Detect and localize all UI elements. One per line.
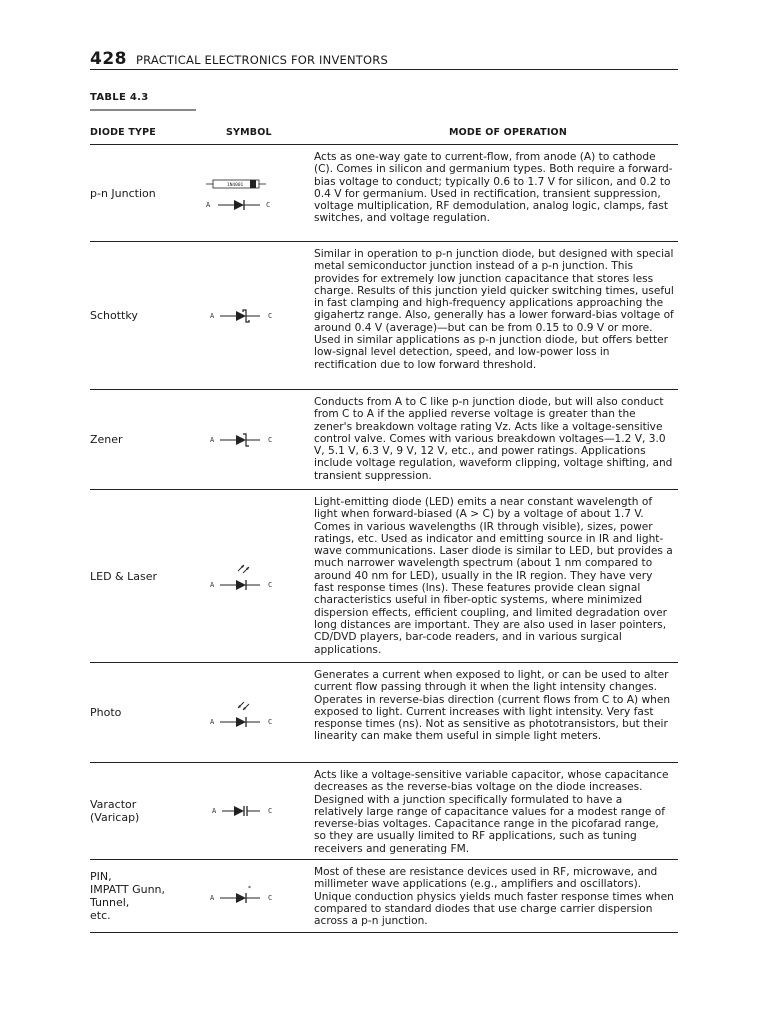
schottky-diode-icon: [206, 301, 286, 331]
mode-of-operation-cell: Light-emitting diode (LED) emits a near constant wavelength of light when forward-biased (A > C) by a voltage of about 1.7 V. Comes in various wavelengths (IR through visible), sizes, power ratings, etc. Used as indicator and emitting source in IR and light-wave communications. Laser diode is similar to LED, but provides a much narrower wavelength spectrum (about 1 nm compared to around 40 nm for LED), usually in the IR region. They have very fast response times (lns). These features provide clean signal characteristics useful in fiber-optic systems, where minimized dispersion effects, efficient coupling, and limited degradation over long distances are important. They are also used in laser pointers, CD/DVD players, bar-code readers, and in various surgical applications.: [314, 496, 673, 656]
cathode-label: C: [268, 311, 273, 320]
diode-type-cell: p-n Junction: [90, 186, 156, 200]
anode-label: A: [210, 717, 215, 726]
diode-type-cell: Photo: [90, 706, 122, 719]
table-row: [90, 663, 678, 763]
varactor-diode-icon: [206, 796, 286, 826]
table-row: [90, 763, 678, 860]
symbol-mark: *: [248, 885, 251, 892]
table-row: [90, 145, 678, 242]
diode-type-cell: Zener: [90, 433, 123, 446]
table-row: [90, 490, 678, 663]
anode-label: A: [210, 581, 215, 589]
mode-of-operation-cell: Conducts from A to C like p-n junction diode, but will also conduct from C to A if the applied reverse voltage is greater than the zener's breakdown voltage rating Vz. Acts like a voltage-sensitive control valve. Comes with various breakdown voltages—1.2 V, 3.0 V, 5.1 V, 6.3 V, 9 V, 12 V, etc., and power ratings. Applications include voltage regulation, waveform clipping, voltage shifting, and transient suppression.: [314, 396, 673, 482]
diode-type-cell: Schottky: [90, 309, 138, 322]
anode-label: A: [212, 807, 217, 815]
cathode-label: C: [268, 435, 273, 444]
pn-diode-icon: [206, 171, 286, 211]
anode-label: A: [210, 311, 215, 320]
cathode-label: C: [266, 201, 271, 209]
table-row: [90, 390, 678, 490]
mode-of-operation-cell: Most of these are resistance devices used in RF, microwave, and millimeter wave applications (e.g., amplifiers and oscillators). Unique conduction physics yields much faster response times when compared to standard diodes that use charge carrier dispersion across a p-n junction.: [314, 866, 674, 928]
mode-of-operation-cell: Acts as one-way gate to current-flow, from anode (A) to cathode (C). Comes in silicon and germanium types. Both require a forward-bias voltage to conduct; typically 0.6 to 1.7 V for silicon, and 0.2 to 0.4 V for germanium. Used in rectification, transient suppression, voltage multiplication, RF demodulation, analog logic, clamps, fast switches, and voltage regulation.: [314, 151, 673, 225]
anode-label: A: [210, 894, 215, 902]
part-marking: 1N4001: [227, 183, 244, 188]
running-title: PRACTICAL ELECTRONICS FOR INVENTORS: [136, 53, 388, 67]
column-header-diode-type: DIODE TYPE: [90, 127, 156, 138]
diode-type-cell: Varactor (Varicap): [90, 798, 140, 824]
zener-diode-icon: [206, 425, 286, 455]
anode-label: A: [206, 201, 211, 209]
column-header-mode: MODE OF OPERATION: [449, 127, 567, 138]
led-diode-icon: [206, 558, 286, 598]
mode-of-operation-cell: Acts like a voltage-sensitive variable capacitor, whose capacitance decreases as the reverse-bias voltage on the diode increases. Designed with a junction specifically formulated to have a relatively large range of capacitance values for a modest range of reverse-bias voltages. Capacitance range in the picofarad range, so they are usually limited to RF applications, such as tuning receivers and generating FM.: [314, 769, 669, 855]
table-row: [90, 242, 678, 390]
special-diode-icon: [206, 881, 286, 911]
diode-type-cell: PIN, IMPATT Gunn, Tunnel, etc.: [90, 870, 166, 922]
header-rule: [90, 69, 678, 70]
mode-of-operation-cell: Similar in operation to p-n junction diode, but designed with special metal semiconductor junction instead of a p-n junction. This provides for extremely low junction capacitance that stores less charge. Results of this junction yield quicker switching times, useful in fast clamping and high-frequency applications approaching the gigahertz range. Also, generally has a lower forward-bias voltage of around 0.4 V (average)—but can be from 0.15 to 0.9 V or more. Used in similar applications as p-n junction diode, but offers better low-signal level detection, speed, and low-power loss in rectification due to low forward threshold.: [314, 248, 674, 371]
page-number: 428: [90, 49, 127, 69]
page-header: [90, 46, 678, 70]
column-header-symbol: SYMBOL: [226, 127, 272, 138]
photodiode-icon: [206, 695, 286, 735]
table-label-rule: [90, 109, 196, 111]
cathode-label: C: [268, 717, 273, 726]
cathode-label: C: [268, 807, 273, 815]
diode-type-cell: LED & Laser: [90, 569, 158, 583]
anode-label: A: [210, 435, 215, 444]
cathode-label: C: [268, 581, 273, 589]
cathode-label: C: [268, 894, 273, 902]
mode-of-operation-cell: Generates a current when exposed to light, or can be used to alter current flow passing through it when the light intensity changes. Operates in reverse-bias direction (current flows from C to A) when exposed to light. Current increases with light intensity. Very fast response times (ns). Not as sensitive as phototransistors, but their linearity can make them useful in simple light meters.: [314, 669, 671, 743]
table-row: [90, 860, 678, 933]
table-label: TABLE 4.3: [90, 92, 149, 103]
